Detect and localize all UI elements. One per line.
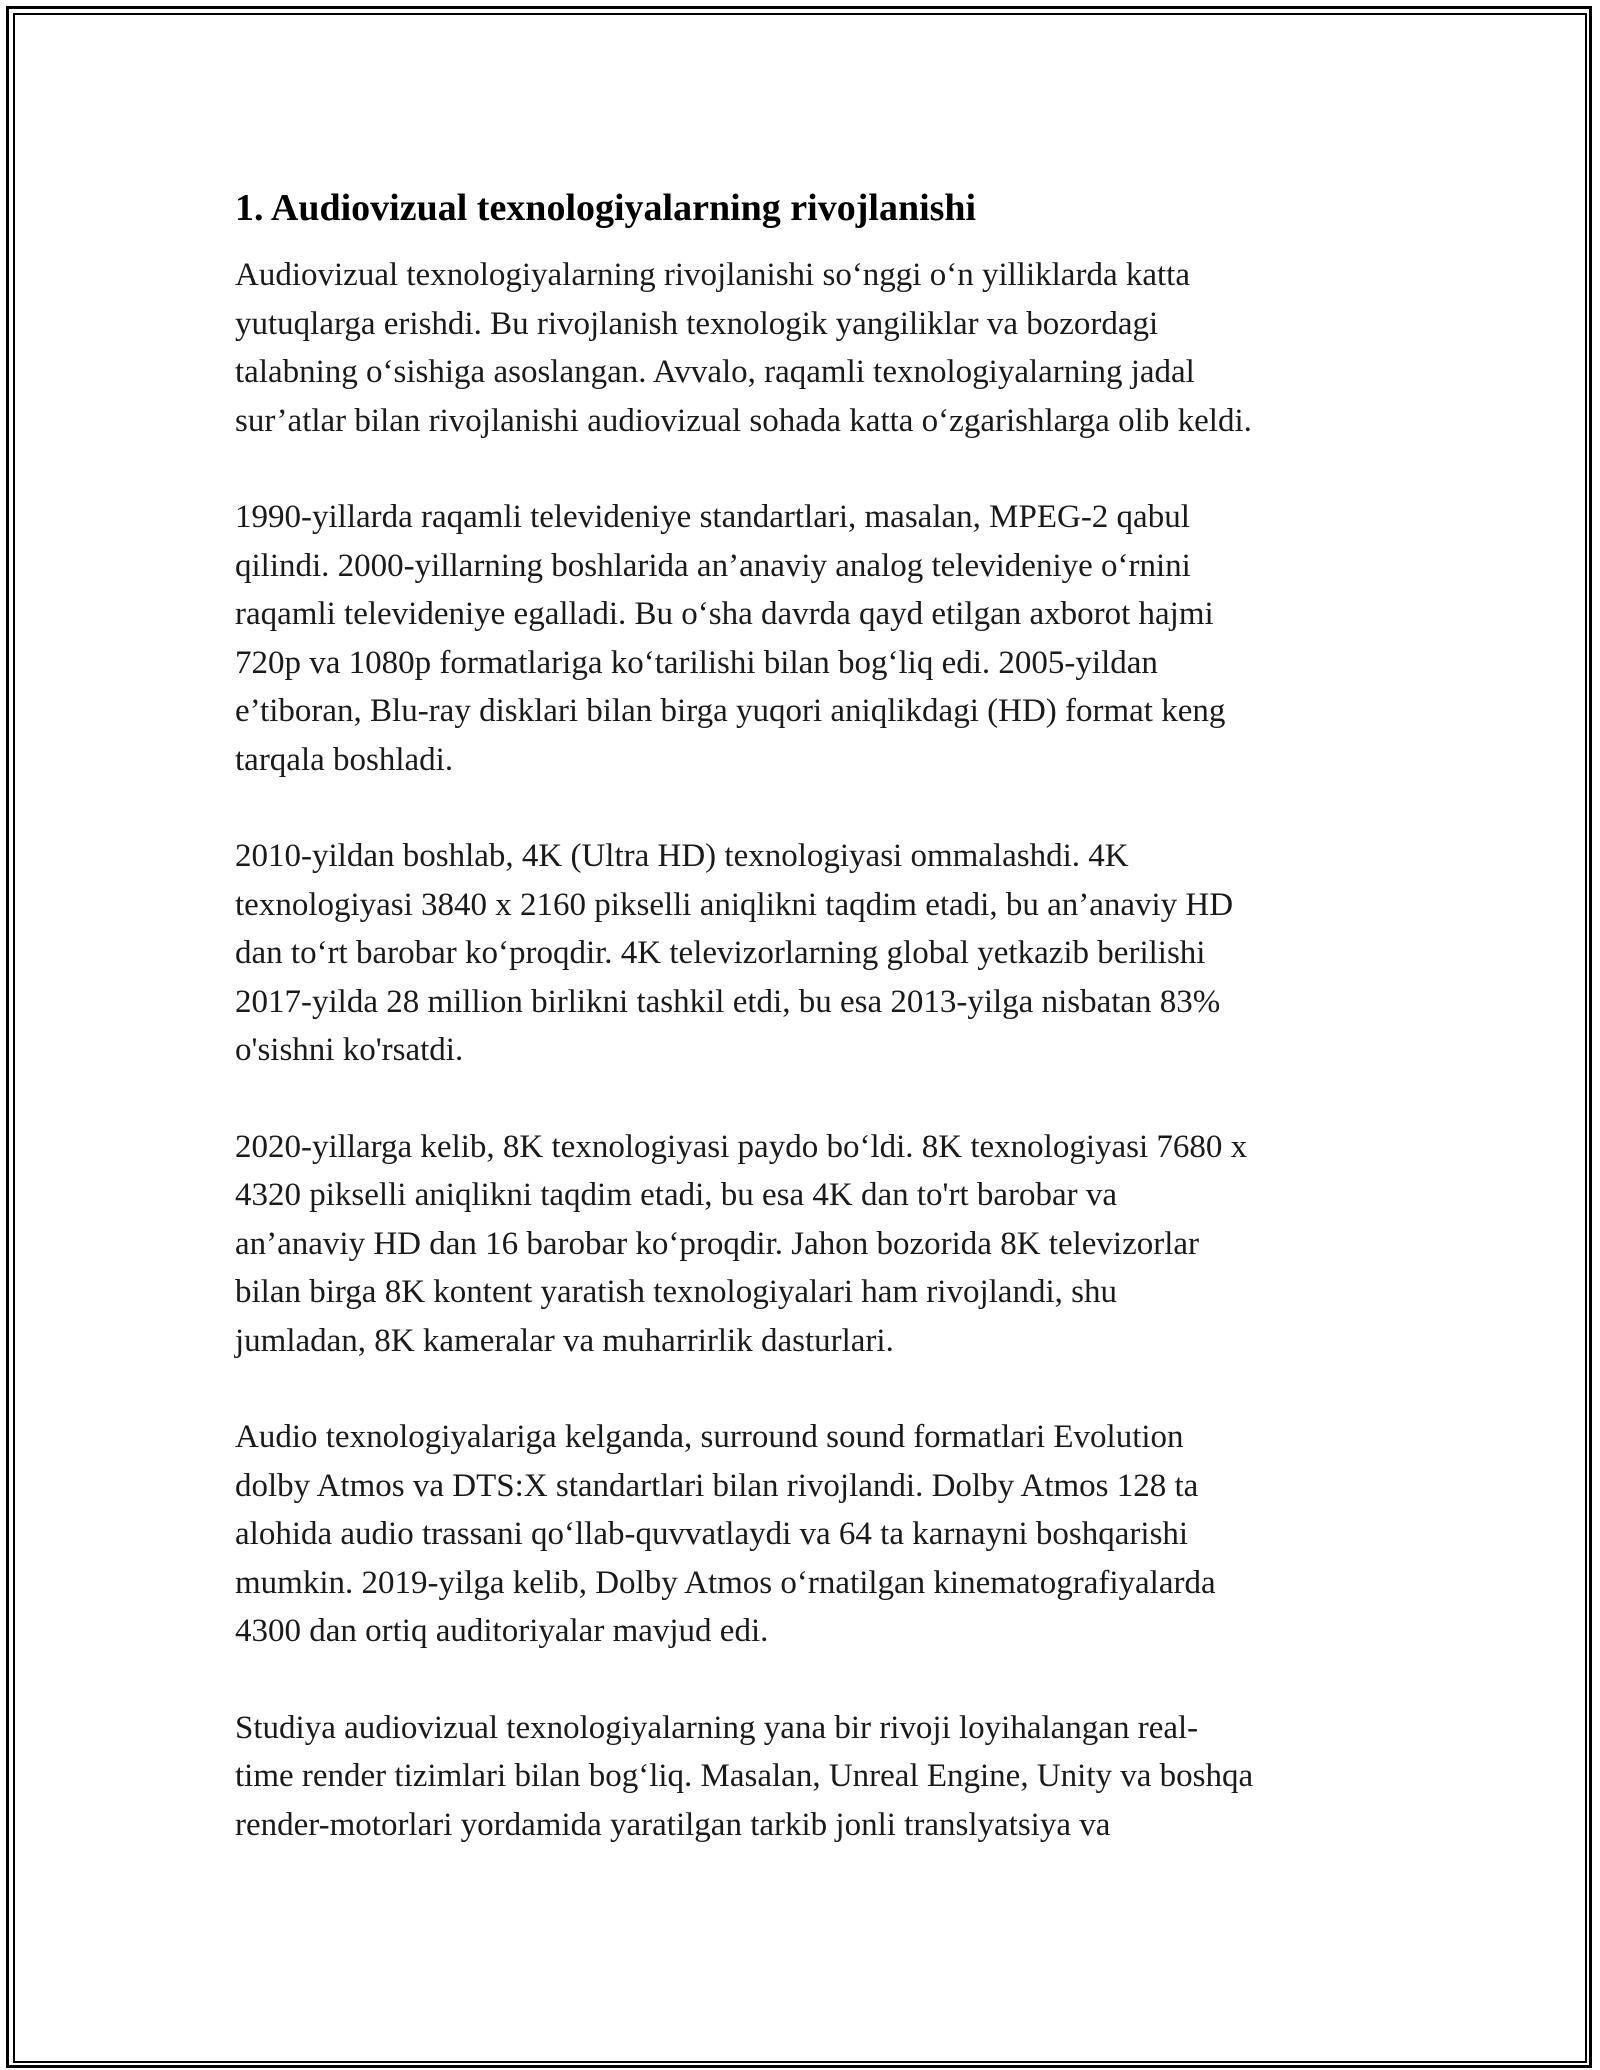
paragraph-line: raqamli televideniye egalladi. Bu o‘sha davrda qayd etilgan axborot hajmi xyxy=(235,596,1214,632)
paragraph-line: sur’atlar bilan rivojlanishi audiovizual sohada katta o‘zgarishlarga olib keldi. xyxy=(235,402,1252,439)
paragraph-line: 720p va 1080p formatlariga ko‘tarilishi bilan bog‘liq edi. 2005-yildan xyxy=(235,644,1158,681)
paragraph-line: e’tiboran, Blu-ray disklari bilan birga yuqori aniqlikdagi (HD) format keng xyxy=(235,693,1226,729)
paragraph-line: o'sishni ko'rsatdi. xyxy=(235,1032,464,1068)
paragraph-line: alohida audio trassani qo‘llab-quvvatlaydi va 64 ta karnayni boshqarishi xyxy=(235,1516,1189,1552)
paragraph-line: an’anaviy HD dan 16 barobar ko‘proqdir. Jahon bozorida 8K televizorlar xyxy=(235,1225,1200,1262)
paragraph-line: texnologiyasi 3840 x 2160 pikselli aniqlikni taqdim etadi, bu an’anaviy HD xyxy=(235,886,1234,923)
paragraph-intro xyxy=(235,251,1375,445)
paragraph-line: render-motorlari yordamida yaratilgan tarkib jonli translyatsiya va xyxy=(235,1806,1111,1843)
paragraph-line: yutuqlarga erishdi. Bu rivojlanish texnologik yangiliklar va bozordagi xyxy=(235,305,1159,342)
paragraph-line: 2020-yillarga kelib, 8K texnologiyasi paydo bo‘ldi. 8K texnologiyasi 7680 x xyxy=(235,1128,1248,1165)
paragraph-realtime-render xyxy=(235,1704,1375,1850)
paragraph-line: Studiya audiovizual texnologiyalarning yana bir rivoji loyihalangan real- xyxy=(235,1709,1199,1746)
paragraph-audio xyxy=(235,1413,1375,1656)
paragraph-line: time render tizimlari bilan bog‘liq. Masalan, Unreal Engine, Unity va boshqa xyxy=(235,1758,1254,1794)
paragraph-line: tarqala boshladi. xyxy=(235,741,454,778)
paragraph-line: 4320 pikselli aniqlikni taqdim etadi, bu esa 4K dan to'rt barobar va xyxy=(235,1177,1118,1213)
paragraph-line: Audio texnologiyalariga kelganda, surround sound formatlari Evolution xyxy=(235,1419,1184,1455)
paragraph-4k xyxy=(235,832,1375,1075)
paragraph-line: mumkin. 2019-yilga kelib, Dolby Atmos o‘rnatilgan kinematografiyalarda xyxy=(235,1564,1216,1601)
paragraph-line: bilan birga 8K kontent yaratish texnologiyalari ham rivojlandi, shu xyxy=(235,1274,1117,1310)
paragraph-1990s xyxy=(235,493,1375,784)
paragraph-line: 1990-yillarda raqamli televideniye standartlari, masalan, MPEG-2 qabul xyxy=(235,499,1190,535)
paragraph-line: dan to‘rt barobar ko‘proqdir. 4K televizorlarning global yetkazib berilishi xyxy=(235,935,1206,971)
paragraph-line: qilindi. 2000-yillarning boshlarida an’anaviy analog televideniye o‘rnini xyxy=(235,547,1191,584)
paragraph-line: jumladan, 8K kameralar va muharrirlik dasturlari. xyxy=(235,1322,894,1359)
paragraph-line: talabning o‘sishiga asoslangan. Avvalo, raqamli texnologiyalarning jadal xyxy=(235,354,1195,390)
paragraph-line: 2017-yilda 28 million birlikni tashkil etdi, bu esa 2013-yilga nisbatan 83% xyxy=(235,983,1221,1020)
paragraph-line: 4300 dan ortiq auditoriyalar mavjud edi. xyxy=(235,1613,769,1649)
section-heading: 1. Audiovizual texnologiyalarning rivojlanishi xyxy=(235,187,977,229)
paragraph-line: Audiovizual texnologiyalarning rivojlanishi so‘nggi o‘n yilliklarda katta xyxy=(235,257,1190,293)
document-body xyxy=(235,183,1375,1897)
paragraph-line: 2010-yildan boshlab, 4K (Ultra HD) texnologiyasi ommalashdi. 4K xyxy=(235,838,1129,874)
paragraph-8k xyxy=(235,1123,1375,1366)
paragraph-line: dolby Atmos va DTS:X standartlari bilan rivojlandi. Dolby Atmos 128 ta xyxy=(235,1467,1199,1504)
